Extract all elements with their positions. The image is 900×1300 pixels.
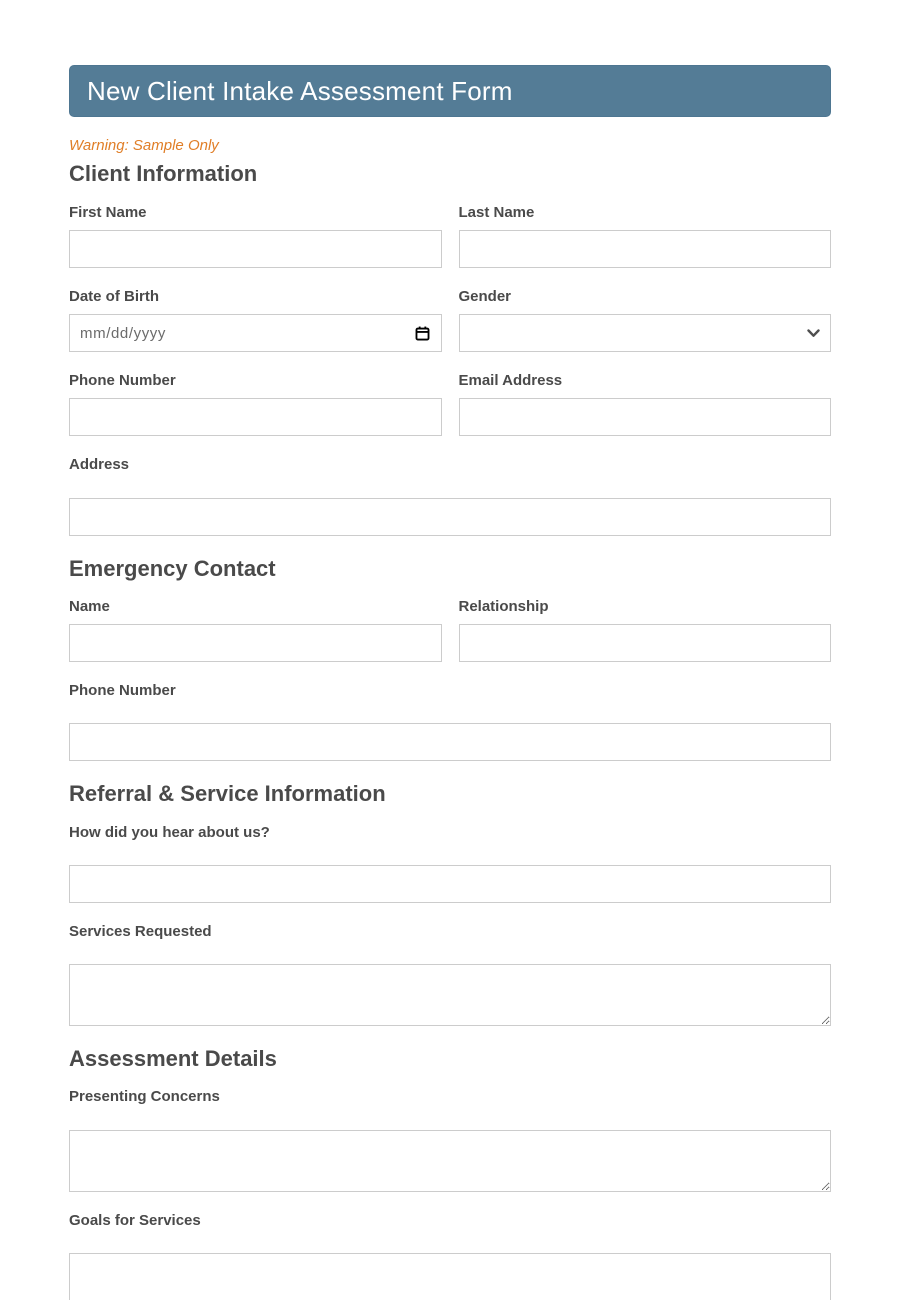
last-name-input[interactable] (459, 230, 832, 268)
services-requested-textarea[interactable] (69, 964, 831, 1026)
form-header (69, 65, 831, 117)
hear-about-field (69, 824, 831, 903)
email-input[interactable] (459, 398, 832, 436)
emergency-phone-field (69, 682, 831, 761)
hear-about-input[interactable] (69, 865, 831, 903)
emergency-phone-input[interactable] (69, 723, 831, 761)
relationship-label: Relationship (458, 597, 549, 615)
form-title: New Client Intake Assessment Form (87, 75, 513, 106)
calendar-icon[interactable] (414, 325, 431, 342)
dob-label: Date of Birth (69, 287, 159, 305)
emergency-name-label: Name (69, 597, 110, 615)
section-title-emergency-contact: Emergency Contact (69, 555, 276, 581)
hear-about-label: How did you hear about us? (69, 823, 270, 841)
address-field (69, 456, 831, 535)
emergency-name-row (69, 598, 831, 682)
section-title-assessment-details: Assessment Details (69, 1046, 277, 1072)
emergency-name-input[interactable] (69, 624, 442, 662)
phone-label: Phone Number (69, 372, 176, 390)
services-requested-label: Services Requested (69, 922, 212, 940)
email-label: Email Address (458, 372, 563, 390)
section-title-referral-service: Referral & Service Information (69, 781, 386, 807)
last-name-label: Last Name (458, 203, 535, 221)
section-title-client-information: Client Information (69, 161, 258, 187)
services-requested-field (69, 923, 831, 1026)
first-name-label: First Name (69, 203, 147, 221)
dob-placeholder: mm/dd/yyyy (80, 324, 167, 342)
phone-input[interactable] (69, 398, 442, 436)
gender-field (459, 288, 832, 352)
sample-warning-text: Warning: Sample Only (69, 137, 219, 154)
dob-gender-row (69, 288, 831, 372)
phone-email-row (69, 372, 831, 456)
presenting-concerns-textarea[interactable] (69, 1130, 831, 1192)
last-name-field (459, 204, 832, 268)
dob-field (69, 288, 442, 352)
first-name-field (69, 204, 442, 268)
goals-label: Goals for Services (69, 1211, 201, 1229)
gender-select[interactable] (459, 314, 832, 352)
presenting-concerns-field (69, 1088, 831, 1191)
relationship-input[interactable] (459, 624, 832, 662)
chevron-down-icon (807, 329, 820, 338)
first-name-input[interactable] (69, 230, 442, 268)
goals-textarea[interactable] (69, 1253, 831, 1300)
presenting-concerns-label: Presenting Concerns (69, 1088, 220, 1106)
dob-input[interactable] (69, 314, 442, 352)
email-field (459, 372, 832, 436)
address-input[interactable] (69, 498, 831, 536)
goals-field (69, 1212, 831, 1300)
intake-form-page (69, 0, 831, 1300)
phone-field (69, 372, 442, 436)
emergency-name-field (69, 598, 442, 662)
name-row (69, 204, 831, 288)
emergency-phone-label: Phone Number (69, 682, 176, 700)
gender-label: Gender (458, 287, 512, 305)
address-label: Address (69, 456, 130, 474)
relationship-field (459, 598, 832, 662)
